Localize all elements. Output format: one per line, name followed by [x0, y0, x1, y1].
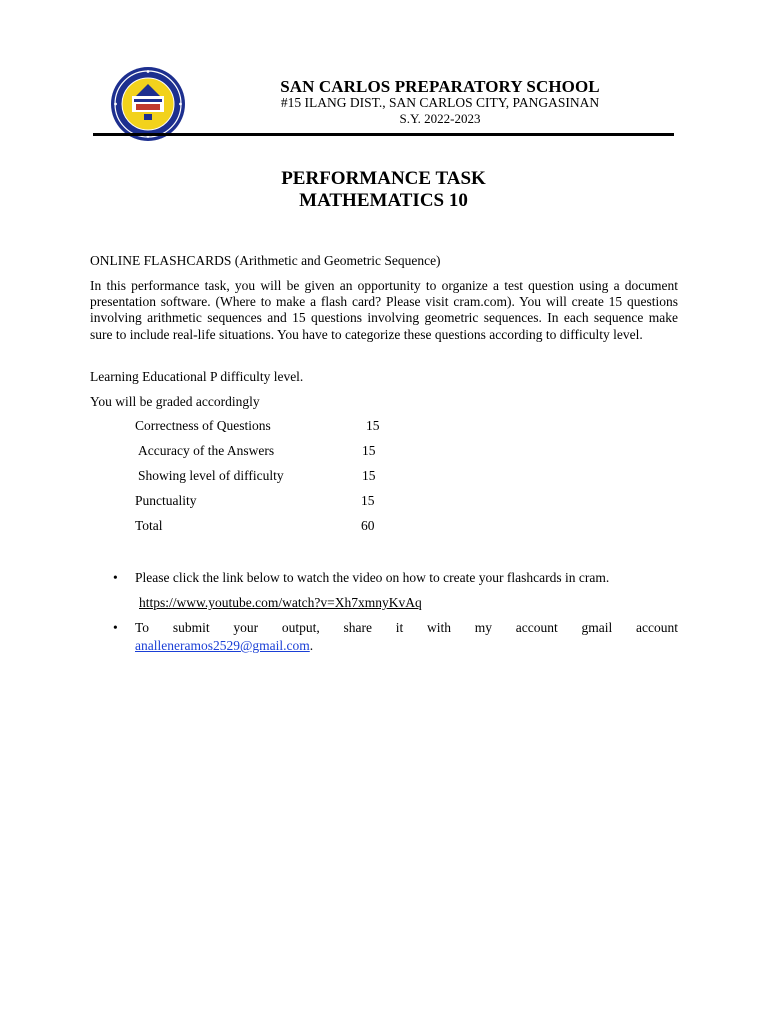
- criteria-label: Accuracy of the Answers: [138, 443, 275, 458]
- email-line: [135, 638, 313, 654]
- criteria-label: Showing level of difficulty: [138, 468, 284, 483]
- submit-word: account: [515, 620, 558, 635]
- submit-word: To: [135, 620, 150, 635]
- submit-word: account: [635, 620, 678, 635]
- document-title: PERFORMANCE TASK: [281, 168, 486, 189]
- criteria-points: 15: [362, 443, 376, 458]
- criteria-points: 15: [361, 493, 375, 508]
- submit-word: with: [426, 620, 451, 635]
- grading-intro: You will be graded accordingly: [90, 394, 260, 409]
- submit-word: submit: [172, 620, 210, 635]
- bullet-item-video: Please click the link below to watch the video on how to create your flashcards in cram.: [135, 570, 610, 585]
- submit-word: output,: [281, 620, 320, 635]
- school-name: SAN CARLOS PREPARATORY SCHOOL: [280, 77, 600, 96]
- criteria-points: 15: [366, 418, 380, 433]
- submit-word: it: [395, 620, 404, 635]
- task-subject: ONLINE FLASHCARDS (Arithmetic and Geometric Sequence): [90, 253, 441, 268]
- criteria-label: Correctness of Questions: [135, 418, 271, 433]
- school-year: S.Y. 2022-2023: [399, 111, 481, 126]
- submit-word: your: [233, 620, 259, 635]
- criteria-label: Total: [135, 518, 163, 533]
- criteria-label: Punctuality: [135, 493, 197, 508]
- header-divider: [93, 133, 674, 136]
- submit-word: share: [343, 620, 372, 635]
- task-description: In this performance task, you will be given an opportunity to organize a test question using a document presentation software. (Where to make a flash card? Please visit cram.com). You will create 15 questions involving arithmetic sequences and 15 questions involving geometric sequences. In each sequence make sure to include real-life situations. You have to categorize these questions according to difficulty level.: [90, 278, 678, 342]
- bullet-icon: •: [113, 570, 118, 585]
- bullet-item-submit: [135, 620, 678, 636]
- submit-word: gmail: [581, 620, 613, 635]
- bullet-icon: •: [113, 620, 118, 635]
- youtube-link[interactable]: https://www.youtube.com/watch?v=Xh7xmnyKvAq: [139, 595, 422, 610]
- submit-word: my: [474, 620, 492, 635]
- document-subtitle: MATHEMATICS 10: [299, 190, 468, 211]
- school-address: #15 ILANG DIST., SAN CARLOS CITY, PANGASINAN: [280, 95, 600, 110]
- learning-note: Learning Educational P difficulty level.: [90, 369, 304, 384]
- criteria-points: 15: [362, 468, 376, 483]
- email-period: .: [309, 638, 314, 653]
- email-link[interactable]: analleneramos2529@gmail.com: [135, 638, 310, 653]
- criteria-points: 60: [361, 518, 375, 533]
